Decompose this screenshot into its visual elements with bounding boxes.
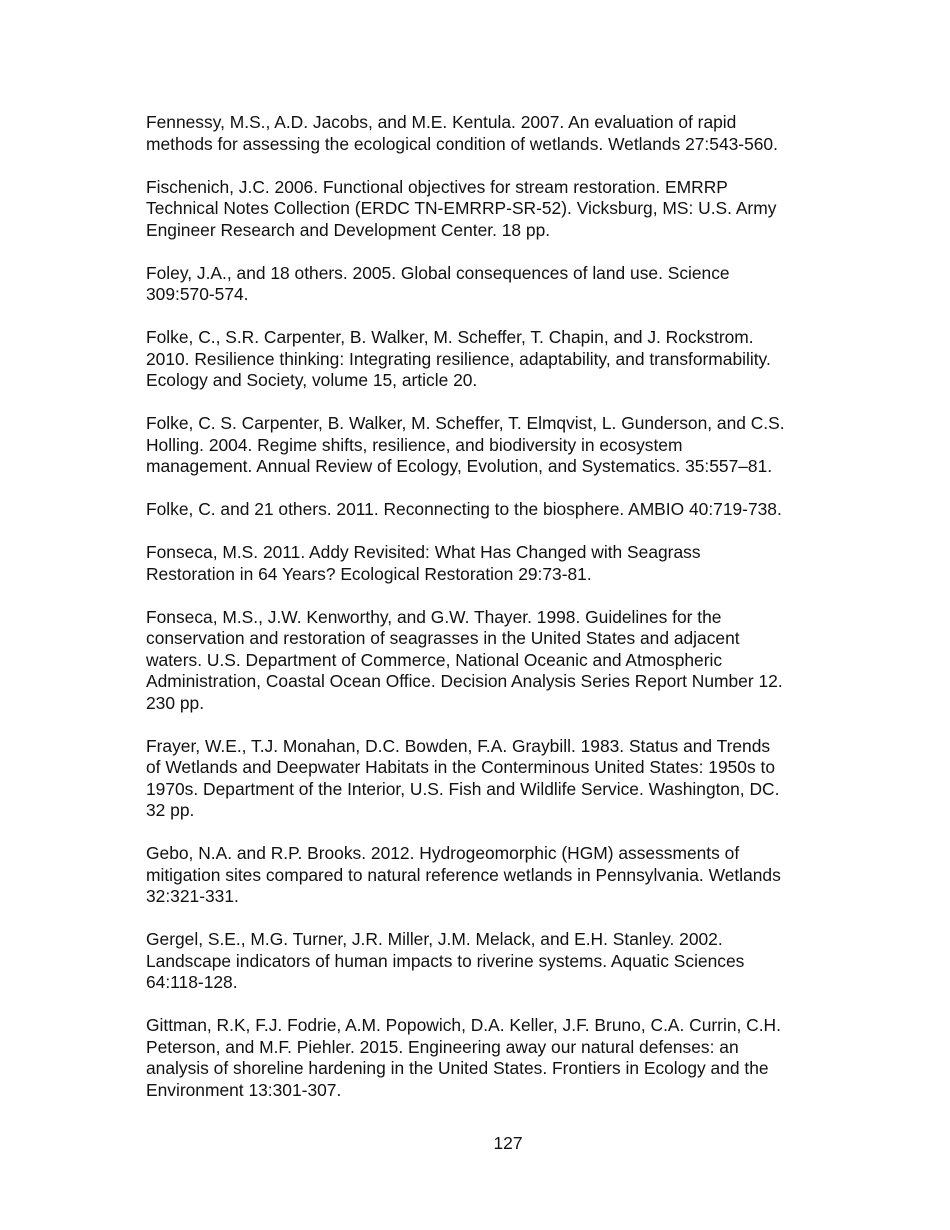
reference-line: management. Annual Review of Ecology, Evolution, and Systematics. 35:557–81. <box>146 456 773 476</box>
reference-entry <box>146 263 846 306</box>
reference-line: of Wetlands and Deepwater Habitats in the Conterminous United States: 1950s to <box>146 757 776 777</box>
reference-line: Technical Notes Collection (ERDC TN-EMRRP-SR-52). Vicksburg, MS: U.S. Army <box>146 198 777 218</box>
reference-line: Fonseca, M.S. 2011. Addy Revisited: What Has Changed with Seagrass <box>146 542 701 562</box>
reference-line: Fischenich, J.C. 2006. Functional objectives for stream restoration. EMRRP <box>146 176 728 197</box>
reference-line: Foley, J.A., and 18 others. 2005. Global consequences of land use. Science <box>146 262 730 283</box>
reference-entry <box>146 843 846 908</box>
reference-line: Fennessy, M.S., A.D. Jacobs, and M.E. Kentula. 2007. An evaluation of rapid <box>146 112 737 132</box>
reference-entry <box>146 112 846 155</box>
reference-entry <box>146 499 846 521</box>
reference-line: 309:570-574. <box>146 284 249 304</box>
reference-line: analysis of shoreline hardening in the United States. Frontiers in Ecology and the <box>146 1058 769 1078</box>
reference-line: Folke, C. S. Carpenter, B. Walker, M. Scheffer, T. Elmqvist, L. Gunderson, and C.S. <box>146 413 785 433</box>
reference-line: Ecology and Society, volume 15, article 20. <box>146 370 478 390</box>
reference-entry <box>146 177 846 242</box>
reference-line: methods for assessing the ecological condition of wetlands. Wetlands 27:543-560. <box>146 133 778 154</box>
reference-line: Folke, C. and 21 others. 2011. Reconnecting to the biosphere. AMBIO 40:719-738. <box>146 499 782 519</box>
reference-line: Holling. 2004. Regime shifts, resilience, and biodiversity in ecosystem <box>146 434 683 455</box>
reference-line: Fonseca, M.S., J.W. Kenworthy, and G.W. Thayer. 1998. Guidelines for the <box>146 606 722 627</box>
reference-line: Frayer, W.E., T.J. Monahan, D.C. Bowden, F.A. Graybill. 1983. Status and Trends <box>146 735 771 756</box>
reference-line: conservation and restoration of seagrasses in the United States and adjacent <box>146 628 740 648</box>
reference-line: Gergel, S.E., M.G. Turner, J.R. Miller, J.M. Melack, and E.H. Stanley. 2002. <box>146 929 723 949</box>
reference-entry <box>146 413 846 478</box>
reference-line: 32:321-331. <box>146 886 239 906</box>
reference-line: Engineer Research and Development Center. 18 pp. <box>146 219 551 240</box>
reference-line: 230 pp. <box>146 692 205 713</box>
reference-entry <box>146 1015 846 1101</box>
reference-entry <box>146 929 846 994</box>
reference-list <box>146 112 846 1123</box>
reference-line: Gebo, N.A. and R.P. Brooks. 2012. Hydrogeomorphic (HGM) assessments of <box>146 843 740 863</box>
reference-line: Environment 13:301-307. <box>146 1079 342 1100</box>
reference-line: waters. U.S. Department of Commerce, National Oceanic and Atmospheric <box>146 649 723 670</box>
reference-line: Administration, Coastal Ocean Office. Decision Analysis Series Report Number 12. <box>146 671 783 691</box>
reference-line: mitigation sites compared to natural reference wetlands in Pennsylvania. Wetlands <box>146 864 781 885</box>
reference-line: Folke, C., S.R. Carpenter, B. Walker, M. Scheffer, T. Chapin, and J. Rockstrom. <box>146 327 754 347</box>
reference-line: Gittman, R.K, F.J. Fodrie, A.M. Popowich, D.A. Keller, J.F. Bruno, C.A. Currin, C.H. <box>146 1015 781 1035</box>
reference-line: 64:118-128. <box>146 972 238 992</box>
page-number: 127 <box>493 1133 523 1153</box>
reference-entry <box>146 327 846 392</box>
reference-entry <box>146 736 846 822</box>
reference-entry <box>146 607 846 715</box>
reference-line: 2010. Resilience thinking: Integrating resilience, adaptability, and transformability. <box>146 348 771 369</box>
reference-line: 1970s. Department of the Interior, U.S. Fish and Wildlife Service. Washington, DC. <box>146 778 780 799</box>
reference-line: Peterson, and M.F. Piehler. 2015. Engineering away our natural defenses: an <box>146 1036 739 1057</box>
reference-line: 32 pp. <box>146 800 195 820</box>
reference-line: Restoration in 64 Years? Ecological Restoration 29:73-81. <box>146 563 592 584</box>
reference-line: Landscape indicators of human impacts to riverine systems. Aquatic Sciences <box>146 950 745 971</box>
reference-entry <box>146 542 846 585</box>
